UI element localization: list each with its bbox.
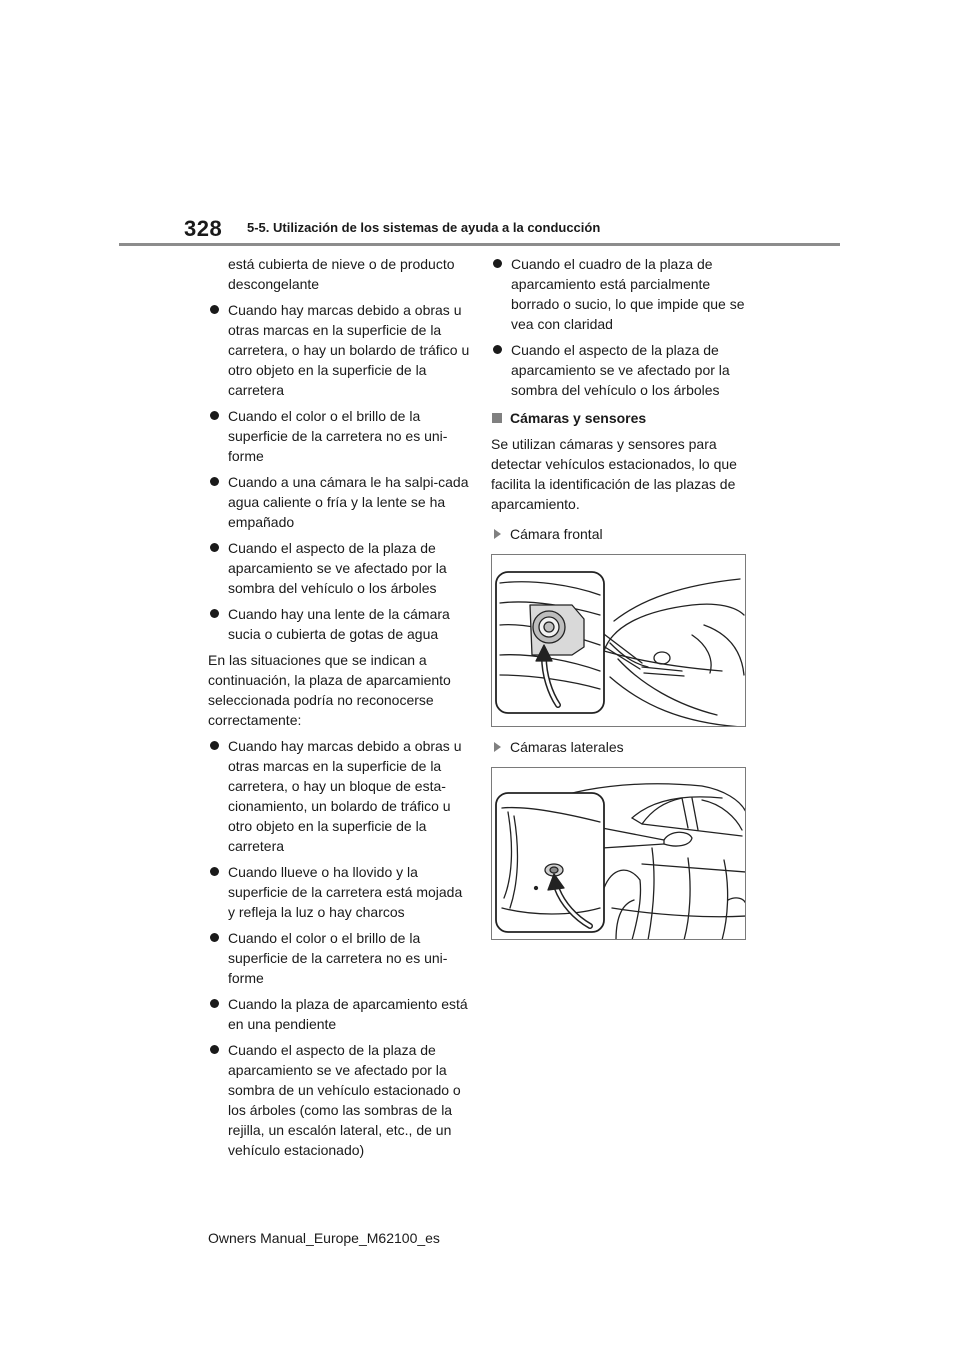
header-rule	[119, 243, 840, 246]
list-item: Cuando hay una lente de la cámara sucia o cubierta de gotas de agua	[208, 604, 472, 644]
front-camera-illustration	[491, 554, 746, 727]
square-bullet-icon	[492, 413, 502, 423]
footer-text: Owners Manual_Europe_M62100_es	[208, 1230, 440, 1246]
list-item: Cuando llueve o ha llovido y la superficie de la carretera está mojada y refleja la luz o hay charcos	[208, 862, 472, 922]
list-item: Cuando el cuadro de la plaza de aparcamiento está parcialmente borrado o sucio, lo que impide que se vea con claridad	[491, 254, 753, 334]
list-item: Cuando la plaza de aparcamiento está en una pendiente	[208, 994, 472, 1034]
bullet-icon	[210, 609, 219, 618]
bullet-icon	[493, 345, 502, 354]
front-camera-label: Cámara frontal	[491, 524, 753, 544]
bullet-icon	[493, 259, 502, 268]
left-column	[208, 254, 472, 1166]
bullet-icon	[210, 411, 219, 420]
list-item: Cuando el aspecto de la plaza de aparcamiento se ve afectado por la sombra de un vehículo estacionado o los árboles (como las sombras de la rejilla, un escalón lateral, etc., de un vehículo estacionado)	[208, 1040, 472, 1160]
list-item: Cuando a una cámara le ha salpi-cada agua caliente o fría y la lente se ha empañado	[208, 472, 472, 532]
list-item: Cuando hay marcas debido a obras u otras marcas en la superficie de la carretera, o hay un bloque de esta-cionamiento, un bolardo de tráfico u otro objeto en la superficie de la carretera	[208, 736, 472, 856]
bullet-icon	[210, 1045, 219, 1054]
continuation-text: está cubierta de nieve o de producto descongelante	[228, 256, 455, 292]
bullet-icon	[210, 867, 219, 876]
triangle-marker-icon	[494, 529, 501, 539]
list-item: Cuando el aspecto de la plaza de aparcamiento se ve afectado por la sombra del vehículo o los árboles	[491, 340, 753, 400]
bullet-icon	[210, 477, 219, 486]
intro-paragraph: En las situaciones que se indican a continuación, la plaza de aparcamiento seleccionada podría no reconocerse correctamente:	[208, 652, 451, 728]
list-item: Cuando hay marcas debido a obras u otras marcas en la superficie de la carretera, o hay un bolardo de tráfico u otro objeto en la superficie de la carretera	[208, 300, 472, 400]
bullet-icon	[210, 543, 219, 552]
list-item: Cuando el color o el brillo de la superficie de la carretera no es uni-forme	[208, 928, 472, 988]
side-cameras-drawing	[492, 768, 746, 940]
bullet-icon	[210, 741, 219, 750]
section-heading: Cámaras y sensores	[491, 408, 753, 428]
sensors-paragraph: Se utilizan cámaras y sensores para detectar vehículos estacionados, lo que facilita la identificación de las plazas de aparcamiento.	[491, 436, 737, 512]
list-item: Cuando el color o el brillo de la superficie de la carretera no es uni-forme	[208, 406, 472, 466]
bullet-icon	[210, 999, 219, 1008]
section-title: 5-5. Utilización de los sistemas de ayuda a la conducción	[247, 220, 601, 235]
front-camera-drawing	[492, 555, 746, 727]
bullet-icon	[210, 933, 219, 942]
bullet-icon	[210, 305, 219, 314]
list-item: Cuando el aspecto de la plaza de aparcamiento se ve afectado por la sombra del vehículo o los árboles	[208, 538, 472, 598]
page-number: 328	[184, 216, 223, 241]
right-column	[491, 254, 753, 940]
side-cameras-illustration	[491, 767, 746, 940]
triangle-marker-icon	[494, 742, 501, 752]
side-cameras-label: Cámaras laterales	[491, 737, 753, 757]
